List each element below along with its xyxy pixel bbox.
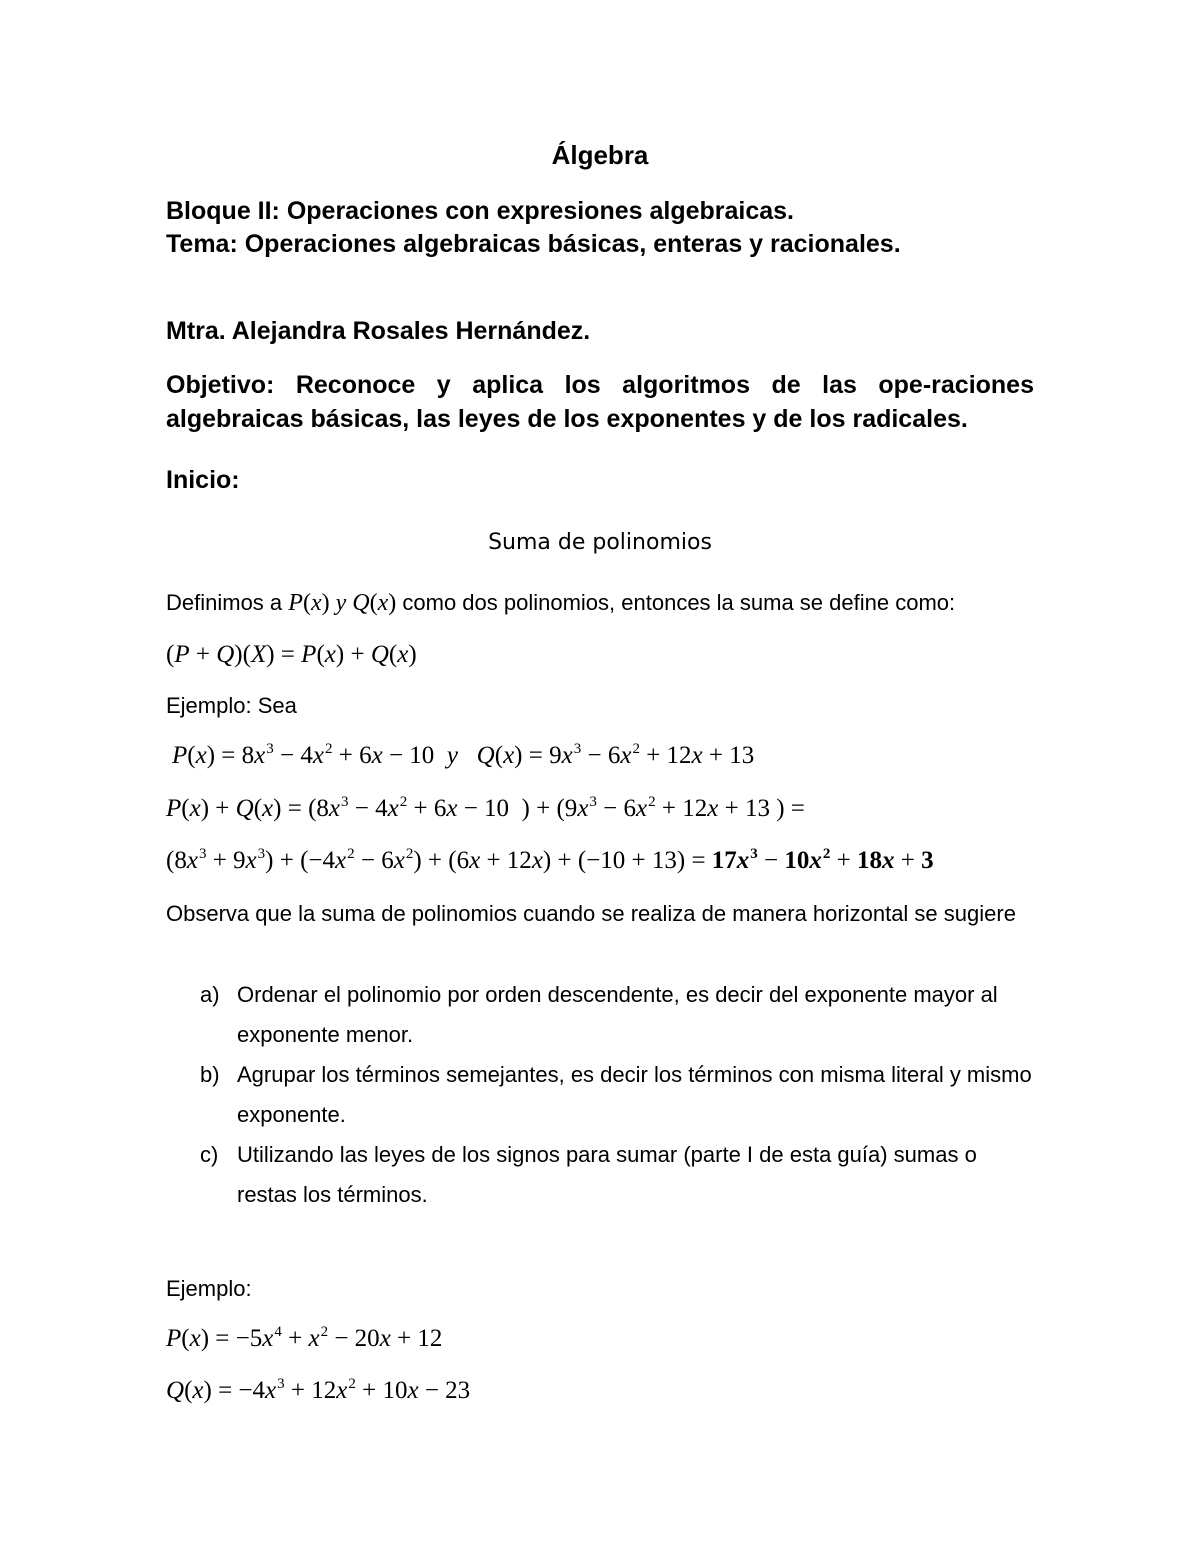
example1-label: Ejemplo: Sea <box>166 693 297 718</box>
definition-prefix: Definimos a <box>166 590 289 615</box>
topic-heading: Tema: Operaciones algebraicas básicas, enteras y racionales. <box>166 230 901 258</box>
definition-suffix: como dos polinomios, entonces la suma se define como: <box>396 590 956 615</box>
list-marker: b) <box>200 1062 220 1087</box>
list-marker: c) <box>200 1142 219 1167</box>
observation-paragraph: Observa que la suma de polinomios cuando se realiza de manera horizontal se sugiere <box>166 901 1016 926</box>
objective-paragraph: Objetivo: Reconoce y aplica los algoritmos de las ope-raciones algebraicas básicas, las leyes de los exponentes y de los radicales. <box>166 371 1034 433</box>
list-item <box>200 975 1040 1055</box>
definition-math: P(x) y Q(x) <box>288 590 397 616</box>
list-item <box>200 1135 1040 1215</box>
list-marker: a) <box>200 982 220 1007</box>
example2-q-polynomial: $Q(x) = -4x^3 + 12x^2 + 10x - 23$ <box>166 1376 471 1404</box>
list-item-text: Ordenar el polinomio por orden descendente, es decir del exponente mayor al exponente menor. <box>237 982 998 1047</box>
example1-sum-setup: $P(x) + Q(x) = (8x^3 - 4x^2 + 6x - 10$ ) + ($9x^3 - 6x^2 + 12x + 13$ ) = <box>166 794 805 822</box>
list-item-text: Agrupar los términos semejantes, es decir los términos con misma literal y mismo exponente. <box>237 1062 1032 1127</box>
example2-p-polynomial: $P(x) = -5x^4 + x^2 - 20x + 12$ <box>166 1324 443 1352</box>
list-item <box>200 1055 1040 1135</box>
block-heading: Bloque II: Operaciones con expresiones algebraicas. <box>166 197 795 225</box>
document-title: Álgebra <box>551 140 649 170</box>
start-heading: Inicio: <box>166 466 240 494</box>
section-title: Suma de polinomios <box>488 530 712 555</box>
example2-label: Ejemplo: <box>166 1276 252 1301</box>
example1-sum-result: $(8x^3 + 9x^3) + (-4x^2 - 6x^2) + (6x + 12x) + (-10 + 13) = 17x^3 - 10x^2 + 18x + 3$ <box>166 846 934 874</box>
definition-line <box>166 590 955 617</box>
sum-definition-formula: (P + Q)(X) = P(x) + Q(x) <box>166 641 417 668</box>
steps-list <box>200 975 1040 1215</box>
example1-polynomials: $P(x) = 8x^3 - 4x^2 + 6x - 10$ y $Q(x) = 9x^3 - 6x^2 + 12x + 13$ <box>172 741 755 769</box>
list-item-text: Utilizando las leyes de los signos para sumar (parte I de esta guía) sumas o restas los términos. <box>237 1142 977 1207</box>
author-name: Mtra. Alejandra Rosales Hernández. <box>166 317 591 345</box>
